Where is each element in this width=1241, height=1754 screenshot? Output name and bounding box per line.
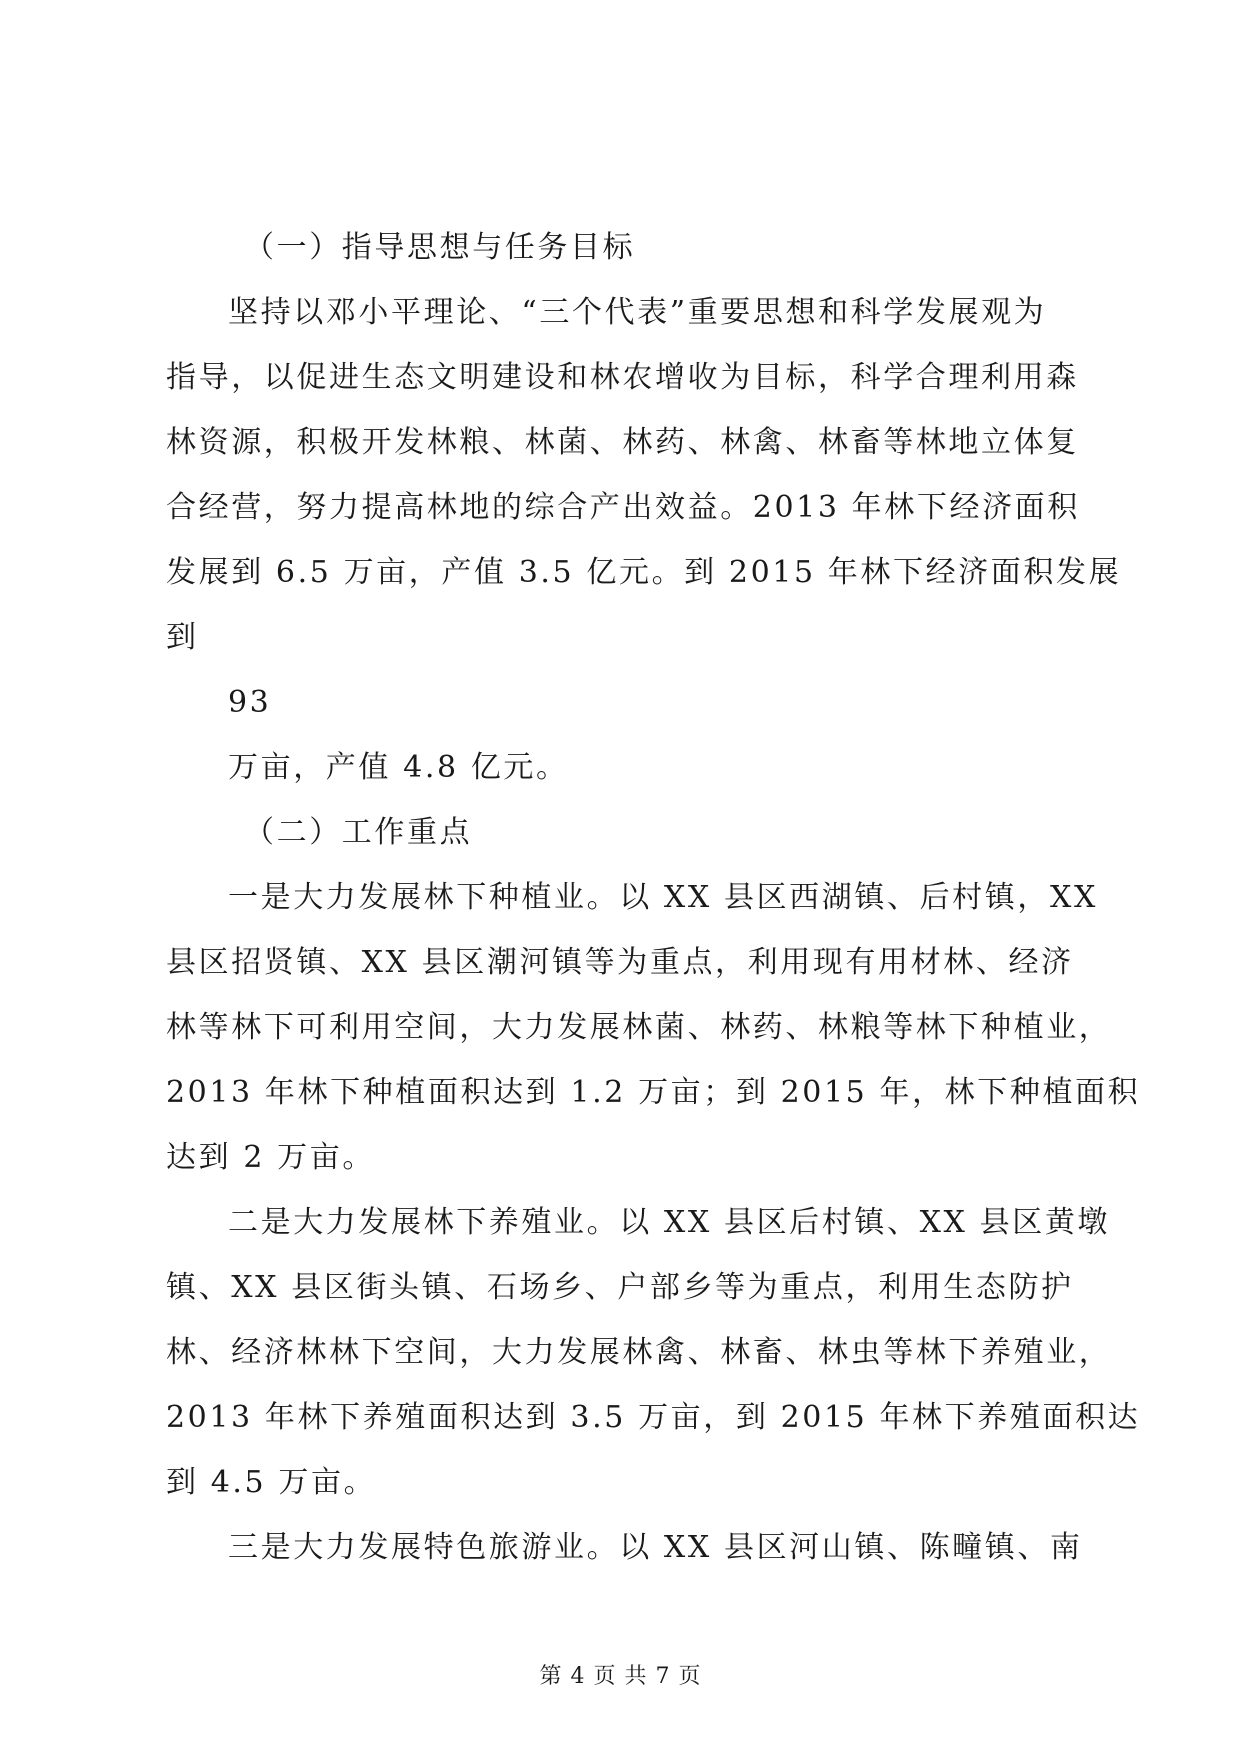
paragraph-line: 二是大力发展林下养殖业。以 XX 县区后村镇、XX 县区黄墩 xyxy=(228,1205,1111,1240)
paragraph-line: 镇、XX 县区街头镇、石场乡、户部乡等为重点，利用生态防护 xyxy=(166,1270,1074,1305)
paragraph-line: 林等林下可利用空间，大力发展林菌、林药、林粮等林下种植业， xyxy=(166,1010,1112,1045)
paragraph-line: 合经营，努力提高林地的综合产出效益。2013 年林下经济面积 xyxy=(166,490,1080,525)
paragraph-line: 2013 年林下养殖面积达到 3.5 万亩，到 2015 年林下养殖面积达 xyxy=(166,1400,1141,1435)
paragraph-line: 万亩，产值 4.8 亿元。 xyxy=(228,750,569,785)
paragraph-line: 达到 2 万亩。 xyxy=(166,1140,375,1175)
page-number-footer: 第 4 页 共 7 页 xyxy=(539,1664,702,1689)
paragraph-line: 一是大力发展林下种植业。以 XX 县区西湖镇、后村镇，XX xyxy=(228,880,1098,915)
paragraph-line: 发展到 6.5 万亩，产值 3.5 亿元。到 2015 年林下经济面积发展 xyxy=(166,555,1122,590)
paragraph-line: 指导，以促进生态文明建设和林农增收为目标，科学合理利用森 xyxy=(166,360,1079,395)
paragraph-line: 坚持以邓小平理论、“三个代表”重要思想和科学发展观为 xyxy=(228,295,1047,330)
paragraph-line: 三是大力发展特色旅游业。以 XX 县区河山镇、陈疃镇、南 xyxy=(228,1530,1083,1565)
paragraph-line: 2013 年林下种植面积达到 1.2 万亩；到 2015 年，林下种植面积 xyxy=(166,1075,1141,1110)
paragraph-line: 到 4.5 万亩。 xyxy=(166,1465,377,1500)
section-heading-work-focus: （二）工作重点 xyxy=(244,815,473,850)
paragraph-line: 县区招贤镇、XX 县区潮河镇等为重点，利用现有用材林、经济 xyxy=(166,945,1074,980)
section-heading-guiding-ideology: （一）指导思想与任务目标 xyxy=(244,230,636,265)
paragraph-line: 93 xyxy=(228,685,272,720)
paragraph-line: 林、经济林林下空间，大力发展林禽、林畜、林虫等林下养殖业， xyxy=(166,1335,1112,1370)
paragraph-line: 林资源，积极开发林粮、林菌、林药、林禽、林畜等林地立体复 xyxy=(166,425,1079,460)
paragraph-line: 到 xyxy=(166,620,199,655)
